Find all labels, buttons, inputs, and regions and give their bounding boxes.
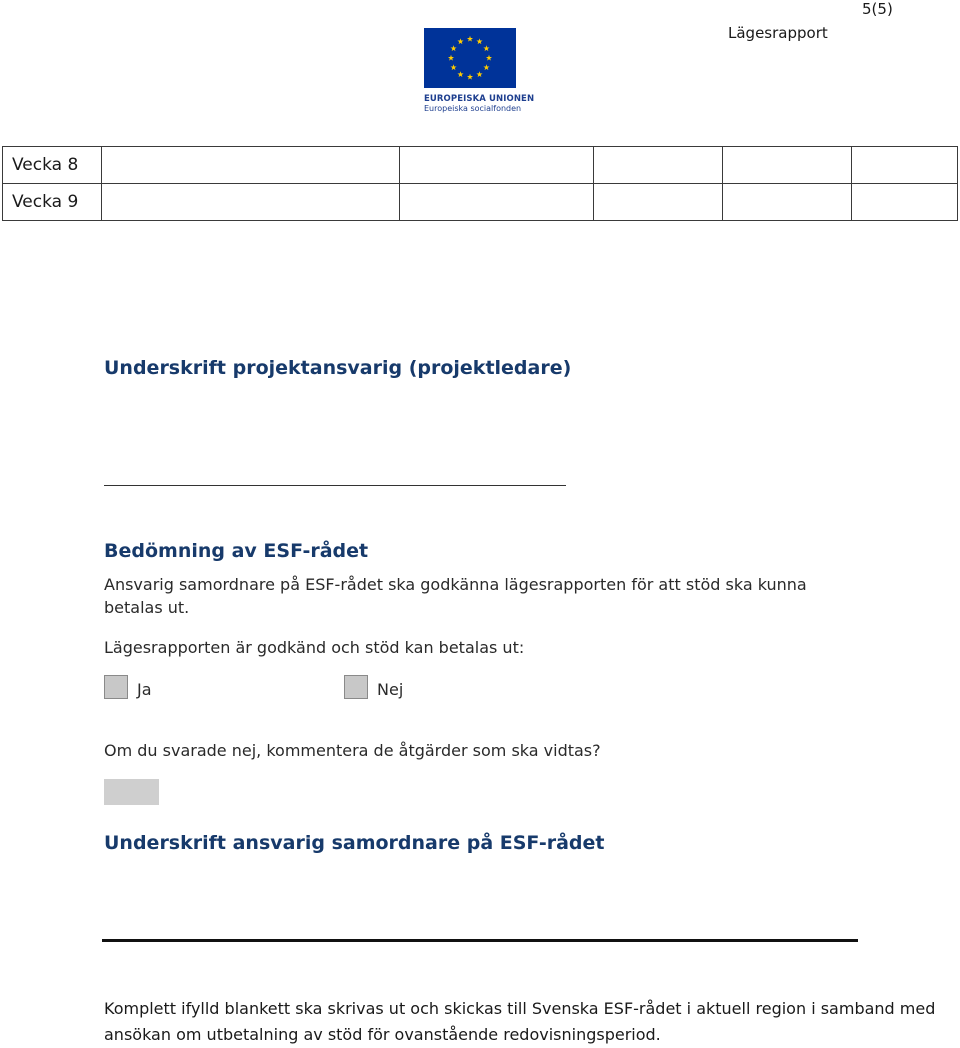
table-cell[interactable] — [102, 184, 400, 221]
comment-input[interactable] — [104, 779, 159, 805]
assessment-intro: Ansvarig samordnare på ESF-rådet ska godkänna lägesrapporten för att stöd ska kunna betalas ut. — [104, 575, 807, 617]
coordinator-signature-heading: Underskrift ansvarig samordnare på ESF-rådet — [104, 832, 605, 854]
signature-line — [104, 485, 566, 486]
approval-question: Lägesrapporten är godkänd och stöd kan betalas ut: — [104, 638, 525, 657]
project-signature-heading: Underskrift projektansvarig (projektledare) — [104, 357, 572, 379]
week-label: Vecka 8 — [3, 147, 102, 184]
logo-text-union: EUROPEISKA UNIONEN — [424, 94, 535, 104]
eu-flag-icon — [424, 28, 516, 88]
yes-checkbox[interactable] — [104, 675, 128, 699]
weeks-table — [2, 146, 958, 221]
assessment-heading: Bedömning av ESF-rådet — [104, 540, 369, 562]
table-cell[interactable] — [400, 147, 594, 184]
no-checkbox[interactable] — [344, 675, 368, 699]
table-row — [3, 184, 958, 221]
table-cell[interactable] — [852, 184, 958, 221]
yes-label: Ja — [137, 680, 152, 699]
table-cell[interactable] — [852, 147, 958, 184]
table-cell[interactable] — [400, 184, 594, 221]
table-cell[interactable] — [594, 147, 723, 184]
table-cell[interactable] — [723, 184, 852, 221]
logo-text-fund: Europeiska socialfonden — [424, 104, 522, 113]
page-number: 5(5) — [862, 0, 893, 18]
eu-logo — [424, 28, 535, 114]
comment-prompt: Om du svarade nej, kommentera de åtgärder som ska vidtas? — [104, 741, 601, 760]
document-title: Lägesrapport — [728, 24, 828, 42]
footer-note: Komplett ifylld blankett ska skrivas ut och skickas till Svenska ESF-rådet i aktuell region i samband med ansökan om utbetalning av stöd för ovanstående redovisningsperiod. — [104, 999, 936, 1044]
coordinator-signature-line — [102, 939, 858, 942]
table-cell[interactable] — [723, 147, 852, 184]
table-cell[interactable] — [102, 147, 400, 184]
table-row — [3, 147, 958, 184]
week-label: Vecka 9 — [3, 184, 102, 221]
no-label: Nej — [377, 680, 404, 699]
table-cell[interactable] — [594, 184, 723, 221]
